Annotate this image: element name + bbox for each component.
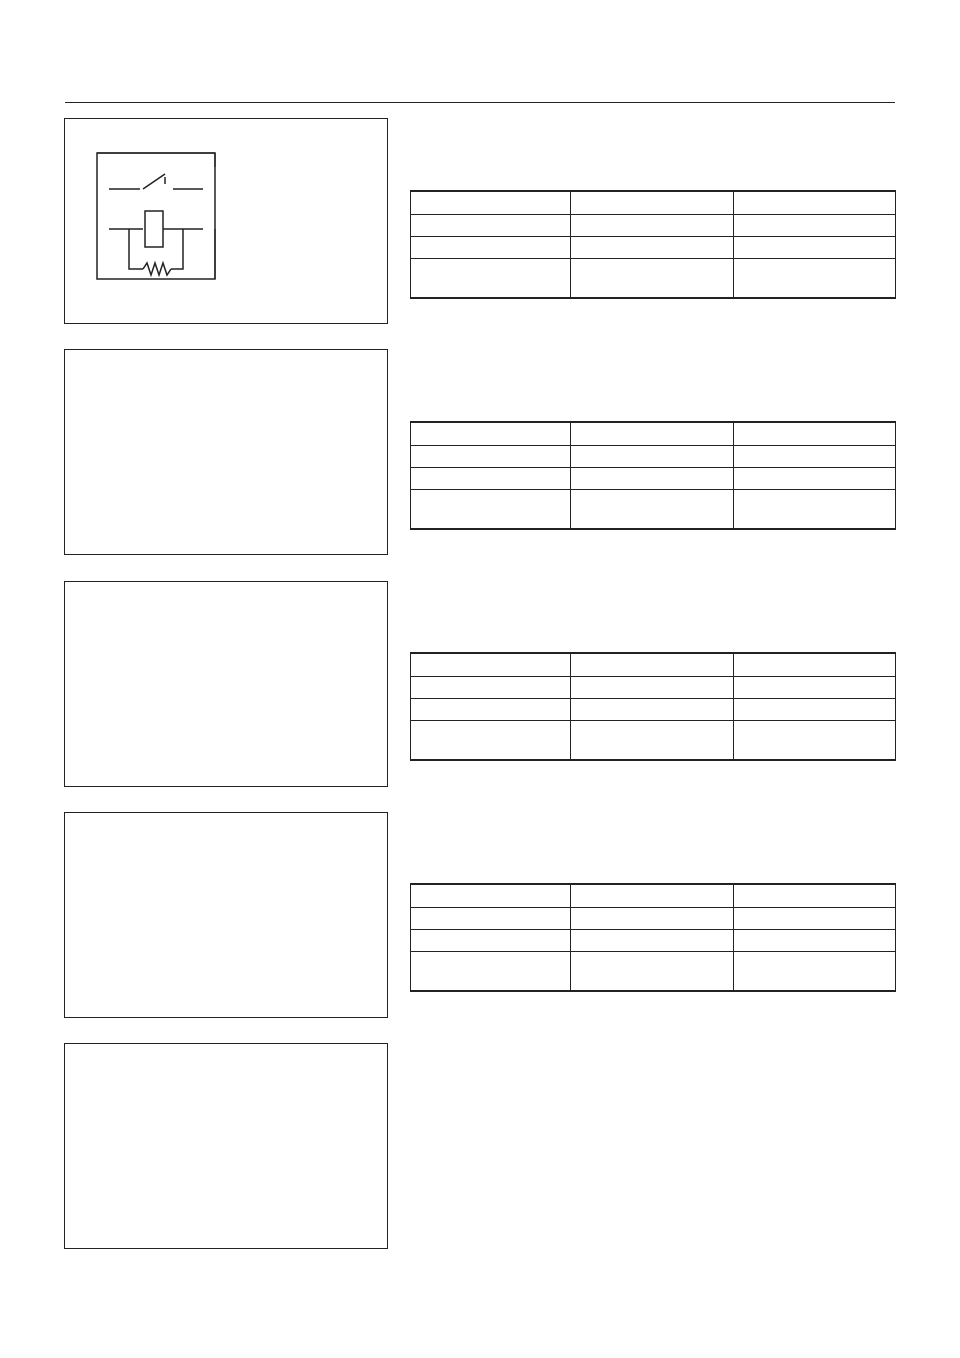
table-cell: [733, 952, 895, 992]
table-cell: [733, 490, 895, 530]
relay-figure-running: [64, 812, 388, 1018]
continuity-table: [410, 421, 896, 530]
table-cell: [733, 908, 895, 930]
table-cell: [733, 721, 895, 761]
table-cell: [571, 468, 733, 490]
table-cell: [571, 259, 733, 299]
section-running-light-relay: [410, 808, 896, 992]
section-rear-fog-lamp-relay: [410, 577, 896, 761]
section-title: [410, 577, 896, 601]
table-row: [411, 677, 896, 699]
section-transponder-key-amplifier: [410, 1040, 896, 1088]
header-chapter-title: [395, 84, 411, 99]
table-cell: [571, 721, 733, 761]
section-fog-lamp-relay: [410, 346, 896, 530]
table-cell: [571, 237, 733, 259]
table-cell: [571, 490, 733, 530]
table-header-cell: [571, 653, 733, 677]
table-row: [411, 952, 896, 992]
table-cell: [571, 446, 733, 468]
section-title: [410, 346, 896, 370]
section-step: [410, 139, 896, 163]
table-cell: [411, 930, 571, 952]
table-row: [411, 446, 896, 468]
table-cell: [411, 446, 571, 468]
table-cell: [733, 446, 895, 468]
table-header-cell: [571, 422, 733, 446]
section-step: [410, 832, 896, 856]
amplifier-figure: [64, 1043, 388, 1249]
table-header-cell: [733, 884, 895, 908]
page-header: [65, 84, 895, 103]
section-step: [410, 1064, 896, 1088]
table-header-row: [411, 422, 896, 446]
table-cell: [411, 952, 571, 992]
table-cell: [733, 677, 895, 699]
table-header-cell: [733, 191, 895, 215]
standard-label: [410, 394, 896, 418]
table-cell: [733, 699, 895, 721]
table-cell: [411, 259, 571, 299]
table-cell: [571, 677, 733, 699]
relay-figure-rear-fog: [64, 581, 388, 787]
table-cell: [411, 490, 571, 530]
table-row: [411, 237, 896, 259]
table-header-cell: [411, 884, 571, 908]
table-cell: [571, 215, 733, 237]
table-header-cell: [733, 422, 895, 446]
table-cell: [733, 259, 895, 299]
section-step: [410, 601, 896, 625]
table-cell: [571, 930, 733, 952]
section-title: [410, 1040, 896, 1064]
table-cell: [411, 468, 571, 490]
continuity-table: [410, 190, 896, 299]
table-header-cell: [571, 884, 733, 908]
table-row: [411, 490, 896, 530]
section-title: [410, 808, 896, 832]
section-step: [410, 370, 896, 394]
section-tail-lamp-relay: [410, 115, 896, 299]
table-header-cell: [411, 653, 571, 677]
relay-diagram: [65, 119, 387, 323]
standard-label: [410, 163, 896, 187]
table-row: [411, 259, 896, 299]
table-cell: [733, 930, 895, 952]
table-header-row: [411, 653, 896, 677]
standard-label: [410, 625, 896, 649]
table-row: [411, 930, 896, 952]
relay-figure-fog: [64, 349, 388, 555]
table-cell: [733, 237, 895, 259]
table-header-cell: [733, 653, 895, 677]
table-row: [411, 468, 896, 490]
table-row: [411, 699, 896, 721]
table-header-cell: [411, 191, 571, 215]
table-cell: [411, 215, 571, 237]
section-title: [410, 115, 896, 139]
continuity-table: [410, 883, 896, 992]
table-header-cell: [571, 191, 733, 215]
table-cell: [571, 952, 733, 992]
table-row: [411, 215, 896, 237]
table-cell: [733, 468, 895, 490]
table-cell: [411, 699, 571, 721]
table-cell: [411, 237, 571, 259]
table-cell: [411, 721, 571, 761]
table-cell: [411, 908, 571, 930]
table-row: [411, 908, 896, 930]
table-header-row: [411, 884, 896, 908]
table-header-cell: [411, 422, 571, 446]
table-cell: [571, 908, 733, 930]
relay-figure-tail: [64, 118, 388, 324]
table-cell: [733, 215, 895, 237]
standard-label: [410, 856, 896, 880]
continuity-table: [410, 652, 896, 761]
table-header-row: [411, 191, 896, 215]
table-row: [411, 721, 896, 761]
table-cell: [411, 677, 571, 699]
table-cell: [571, 699, 733, 721]
